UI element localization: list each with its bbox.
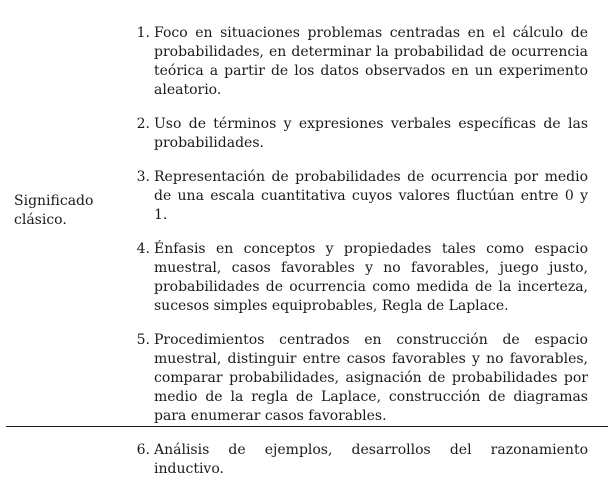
item-number: 6. (136, 442, 150, 458)
item-number: 2. (136, 116, 150, 132)
list-item (128, 168, 588, 225)
item-number: 4. (136, 241, 150, 257)
list-item (128, 24, 588, 100)
list-item (128, 441, 588, 479)
item-number: 3. (136, 169, 150, 185)
characteristics-list (128, 24, 588, 494)
item-number: 5. (136, 332, 150, 348)
item-text: Representación de probabilidades de ocurrencia por medio de una escala cuantitativa cuyos valores fluctúan entre 0 y 1. (154, 169, 588, 223)
table-bottom-rule (6, 426, 608, 427)
item-text: Procedimientos centrados en construcción de espacio muestral, distinguir entre casos favorables y no favorables, comparar probabilidades, asignación de probabilidades por medio de la regla de Laplace, construcción de diagramas para enumerar casos favorables. (154, 332, 588, 424)
item-text: Énfasis en conceptos y propiedades tales como espacio muestral, casos favorables y no favorables, juego justo, probabilidades de ocurrencia como medida de la incerteza, sucesos simples equiprobables, Regla de Laplace. (154, 241, 588, 314)
item-text: Foco en situaciones problemas centradas en el cálculo de probabilidades, en determinar la probabilidad de ocurrencia teórica a partir de los datos observados en un experimento aleatorio. (154, 25, 588, 98)
list-item (128, 240, 588, 316)
row-label-significado-clasico: Significado clásico. (14, 193, 94, 228)
item-text: Análisis de ejemplos, desarrollos del razonamiento inductivo. (154, 442, 588, 477)
item-text: Uso de términos y expresiones verbales específicas de las probabilidades. (154, 116, 588, 151)
item-number: 1. (136, 25, 150, 41)
list-item (128, 115, 588, 153)
list-item (128, 331, 588, 426)
